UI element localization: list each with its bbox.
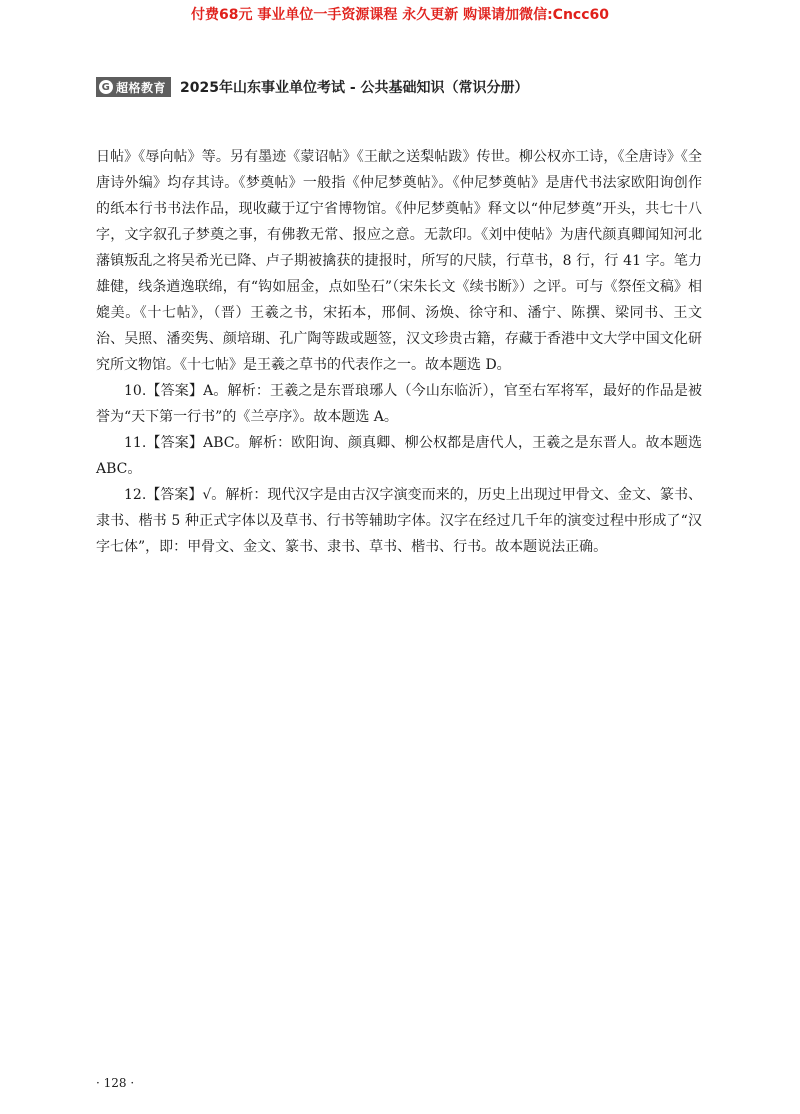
publisher-logo — [96, 77, 171, 97]
answer-12: 12.【答案】√。解析：现代汉字是由古汉字演变而来的，历史上出现过甲骨文、金文、篆书、隶书、楷书 5 种正式字体以及草书、行书等辅助字体。汉字在经过几千年的演变过程中形成了“汉字七体”，即：甲骨文、金文、篆书、隶书、草书、楷书、行书。故本题说法正确。 — [96, 487, 702, 555]
answer-10: 10.【答案】A。解析：王羲之是东晋琅琊人（今山东临沂），官至右军将军，最好的作品是被誉为“天下第一行书”的《兰亭序》。故本题选 A。 — [96, 383, 702, 425]
logo-g-icon: G — [99, 80, 113, 94]
paragraph-continued: 日帖》《辱向帖》等。另有墨迹《蒙诏帖》《王献之送梨帖跋》传世。柳公权亦工诗，《全唐诗》《全唐诗外编》均存其诗。《梦奠帖》一般指《仲尼梦奠帖》。《仲尼梦奠帖》是唐代书法家欧阳询创作的纸本行书书法作品，现收藏于辽宁省博物馆。《仲尼梦奠帖》释文以“仲尼梦奠”开头，共七十八字，文字叙孔子梦奠之事，有佛教无常、报应之意。无款印。《刘中使帖》为唐代颜真卿闻知河北藩镇叛乱之将吴希光已降、卢子期被擒获的捷报时，所写的尺牍，行草书，8 行，行 41 字。笔力雄健，线条遒逸联绵，有“钩如屈金，点如坠石”（宋朱长文《续书断》）之评。可与《祭侄文稿》相媲美。《十七帖》，（晋）王羲之书，宋拓本，邢侗、汤焕、徐守和、潘宁、陈撰、梁同书、王文治、吴照、潘奕隽、颜培瑚、孔广陶等跋或题签，汉文珍贵古籍，存藏于香港中文大学中国文化研究所文物馆。《十七帖》是王羲之草书的代表作之一。故本题选 D。 — [96, 149, 702, 373]
answer-11: 11.【答案】ABC。解析：欧阳询、颜真卿、柳公权都是唐代人，王羲之是东晋人。故本题选 ABC。 — [96, 435, 702, 477]
page-number: · 128 · — [96, 1076, 135, 1090]
promo-banner: 付费68元 事业单位一手资源课程 永久更新 购课请加微信:Cncc60 — [190, 7, 610, 23]
logo-text: 超格教育 — [116, 80, 167, 95]
page-header — [96, 76, 529, 98]
answer-explanations — [96, 144, 702, 560]
book-title: 2025年山东事业单位考试 - 公共基础知识（常识分册） — [180, 80, 529, 96]
